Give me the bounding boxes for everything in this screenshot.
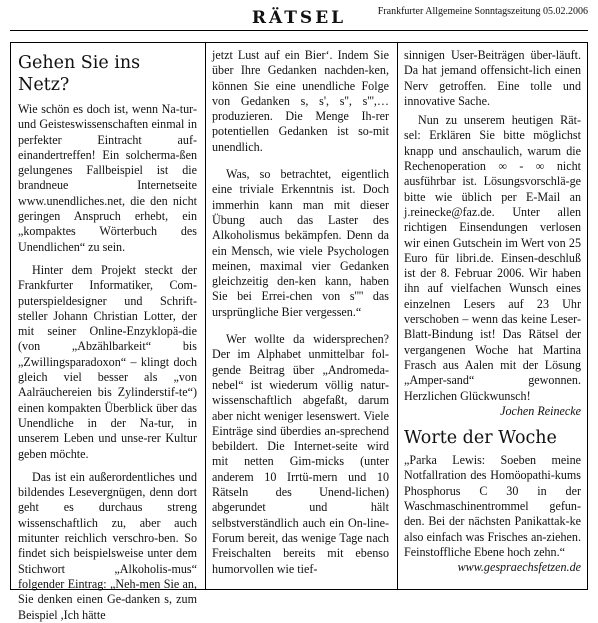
section-label: RÄTSEL — [251, 8, 347, 28]
column-rule-2 — [397, 42, 398, 590]
header-rule — [10, 30, 588, 31]
column-1 — [18, 48, 197, 623]
sidebar-signoff: www.gespraechsfetzen.de — [457, 560, 581, 575]
article-author: Jochen Reinecke — [500, 403, 581, 418]
col3-paragraph-1: sinnigen User-Beiträgen über-läuft. Da hat jemand offensicht-lich einen Nerv getroffen. Eine tolle und innovative Sache. — [404, 48, 581, 108]
article-headline: Gehen Sie ins Netz? — [18, 53, 141, 95]
col1-paragraph-1: Wie schön es doch ist, wenn Na-tur- und Geisteswissenschaften einmal in perfekter Eintracht auf-einandertreffen! Ein solcherma-ßen gelungenes Fallbeispiel ist die brandneue Internetseite www.unendliches.net, die den nicht geringen Anspruch erhebt, ein „kompaktes Wörterbuch des Unendlichen“ zu sein. — [18, 102, 197, 254]
col3-paragraph-2: Nun zu unserem heutigen Rät-sel: Erklären Sie bitte möglichst knapp und anschaulich, warum die Rechenoperation ∞ - ∞ nicht ausführbar ist. Lösungsvorschlä-ge bitte wie üblich per E-Mail an j.reinecke@faz.de. Unter allen richtigen Einsendungen verlosen wir einen Gutschein im Wert von 25 Euro für libri.de. Einsen-deschluß ist der 8. Februar 2006. Wir haben ihn auf vielfachen Wunsch eines einzelnen Lesers auf 23 Uhr verschoben – wenn das keine Leser-Blatt-Bindung ist! Das Rätsel der vergangenen Woche hat Martina Frasch aus Aalen mit der Lösung „Amper-sand“ gewonnen. Herzlichen Glückwunsch! — [404, 113, 581, 403]
col2-paragraph-3: Wer wollte da widersprechen? Der im Alphabet unmittelbar fol-gende Beitrag über „Andromeda-nebel“ ist wiederum völlig natur-wissenschaftlich abgefaßt, darum aber nicht weniger lesenswert. Viele Einträge sind überdies an-sprechend bebildert. Die Internet-seite wird mit netten Gim-micks (unter anderem 10 Irrtü-mern und 10 Rätseln des Unend-lichen) abgerundet und hält selbstverständlich auch ein On-line-Forum bereit, das wenige Tage nach Freischalten bereits mit ebenso humorvollen wie tief- — [212, 332, 389, 576]
col2-paragraph-1: jetzt Lust auf ein Bier‘. Indem Sie über Ihre Gedanken nachden-ken, können Sie eine unendliche Folge von Gedanken s, s', s'', s''',… produzieren. Die Menge Ih-rer potentiellen Gedanken ist so-mit unendlich. — [212, 48, 389, 154]
column-rule-1 — [205, 42, 206, 590]
col1-paragraph-2: Hinter dem Projekt steckt der Frankfurter Informatiker, Com-puterspieldesigner und Schrift-steller Johann Christian Lotter, der mit seiner Online-Enzyklopä-die (von „Abzählbarkeit“ bis „Zwillingsparadoxon“ – klingt doch gleich viel besser als „von Aalräuchereien bis Zylinderstif-te“) einen kompakten Überblick über das Unendliche in der Na-tur, in unserem Leben und unse-rer Kultur geben möchte. — [18, 262, 197, 461]
source-line: Frankfurter Allgemeine Sonntagszeitung 05.02.2006 — [377, 6, 588, 17]
col2-paragraph-2: Was, so betrachtet, eigentlich eine triviale Erkenntnis ist. Doch immerhin kann man mit dieser Übung auch das Laster des Alkoholismus bekämpfen. Denn da ein Mensch, wie viele Psychologen meinen, maximal vier Gedanken gleichzeitig den-ken kann, haben Sie bei Errei-chen von s'''' das ursprüngliche Bier vergessen.“ — [212, 167, 389, 319]
sidebar-quote: „Parka Lewis: Soeben meine Notfallration des Homöopathi-kums Phosphorus C 30 in der Waschmaschinentrommel gefun-den. Bei der nächsten Panikattak-ke also einfach was Frisches an-ziehen. Feinstoffliche Ebene hoch zehn.“ — [404, 453, 581, 559]
column-2 — [212, 48, 389, 577]
sidebar-headline: Worte der Woche — [404, 428, 557, 449]
col1-paragraph-3: Das ist ein außerordentliches und bildendes Lesevergnügen, denn dort geht es durchaus streng wissenschaftlich zu, aber auch mitunter reichlich verschro-ben. So findet sich beispielsweise unter dem Stichwort „Alkoholis-mus“ folgender Eintrag: „Neh-men Sie an, Sie denken einen Ge-danken s, zum Beispiel ,Ich hätte — [18, 469, 197, 622]
column-3 — [404, 48, 581, 576]
